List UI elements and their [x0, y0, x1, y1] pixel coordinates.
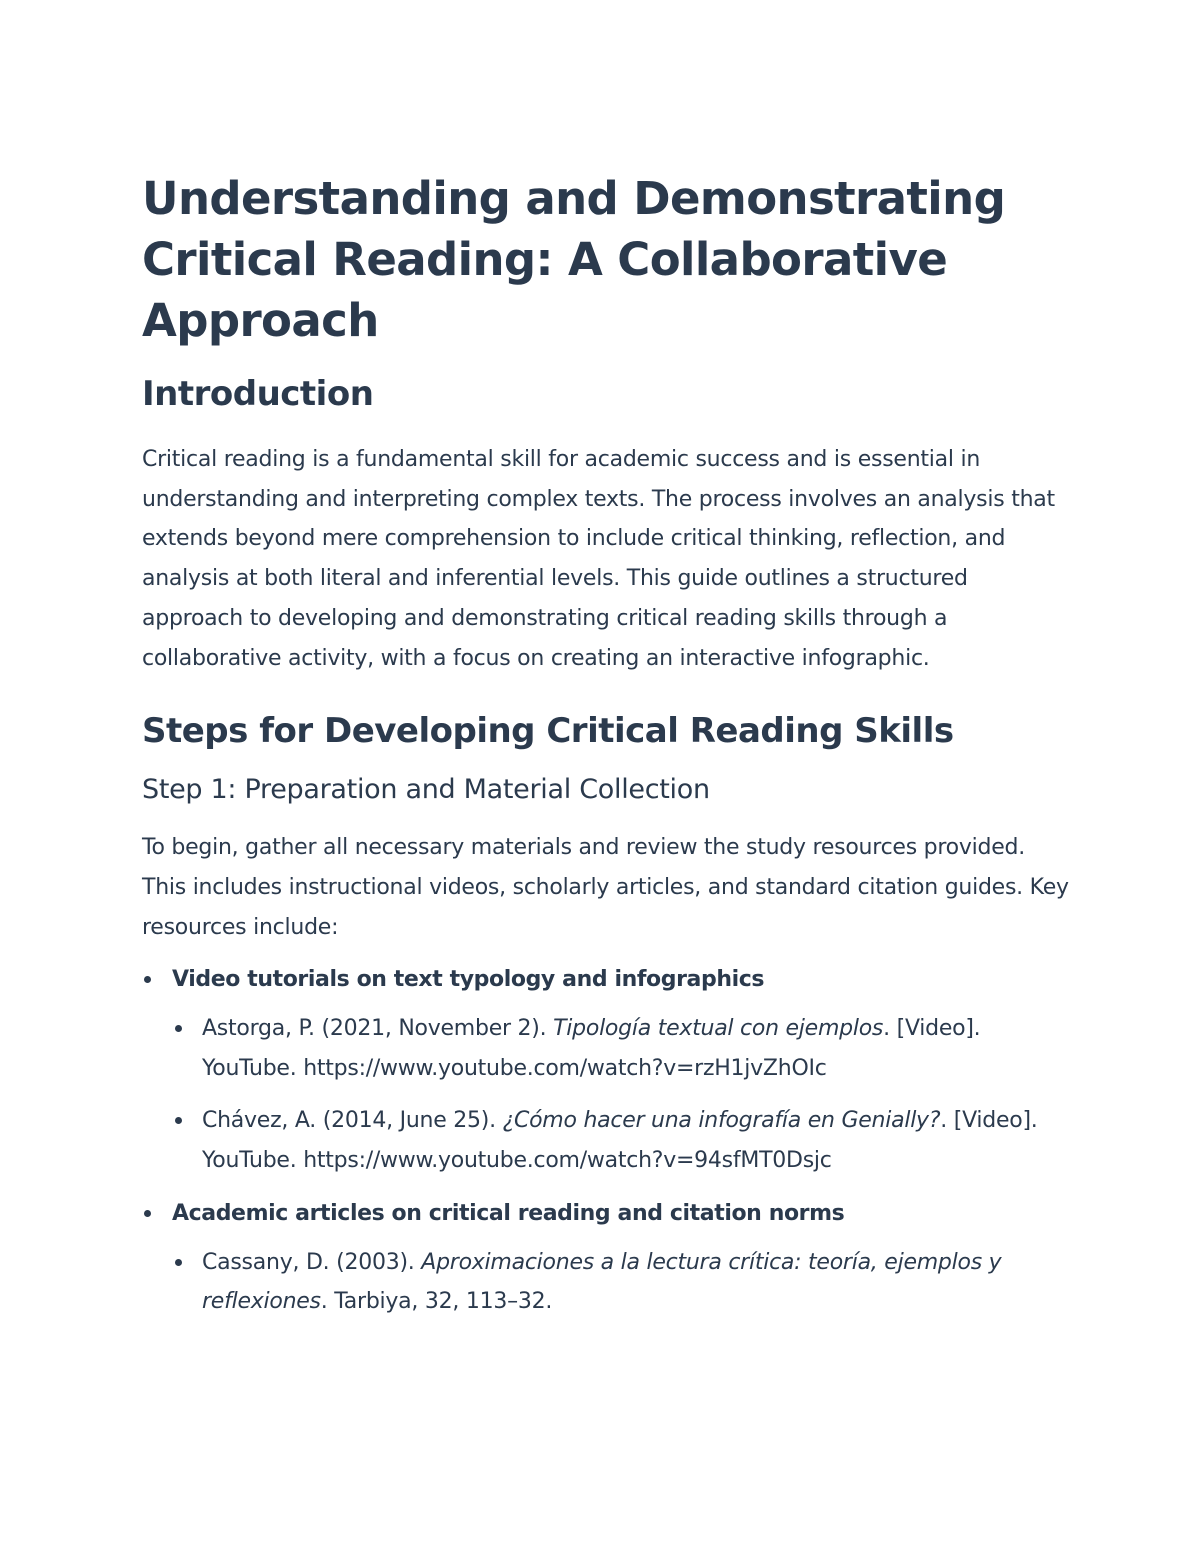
- bullet-icon: [175, 1025, 182, 1032]
- document-page: [142, 168, 1072, 1335]
- reference-author-date: Astorga, P. (2021, November 2).: [202, 1016, 554, 1042]
- reference-title: ¿Cómo hacer una infografía en Genially?: [502, 1108, 941, 1134]
- reference-author-date: Cassany, D. (2003).: [202, 1249, 422, 1275]
- resource-group-articles: [142, 1194, 1072, 1322]
- introduction-heading: Introduction: [142, 374, 374, 414]
- reference-item: [172, 1243, 1072, 1322]
- reference-item: [172, 1009, 1072, 1088]
- step1-heading: Step 1: Preparation and Material Collection: [142, 774, 710, 806]
- reference-author-date: Chávez, A. (2014, June 25).: [202, 1108, 503, 1134]
- steps-heading: Steps for Developing Critical Reading Skills: [142, 711, 954, 752]
- resource-sublist: [172, 1243, 1072, 1322]
- resource-sublist: [172, 1009, 1072, 1181]
- bullet-icon: [144, 1210, 151, 1217]
- resource-group-label: Academic articles on critical reading and citation norms: [172, 1200, 845, 1226]
- page-title: Understanding and Demonstrating Critical Reading: A Collaborative Approach: [142, 172, 1006, 347]
- step1-paragraph: To begin, gather all necessary materials and review the study resources provided. This includes instructional videos, scholarly articles, and standard citation guides. Key resources include:: [142, 835, 1069, 940]
- reference-source: . Tarbiya, 32, 113–32.: [320, 1289, 553, 1315]
- bullet-icon: [175, 1259, 182, 1266]
- introduction-paragraph: Critical reading is a fundamental skill for academic success and is essential in understanding and interpreting complex texts. The process involves an analysis that extends beyond mere comprehension to include critical thinking, reflection, and analysis at both literal and inferential levels. This guide outlines a structured approach to developing and demonstrating critical reading skills through a collaborative activity, with a focus on creating an interactive infographic.: [142, 447, 1055, 671]
- bullet-icon: [175, 1117, 182, 1124]
- reference-item: [172, 1101, 1072, 1180]
- bullet-icon: [144, 976, 151, 983]
- resource-list: [142, 960, 1072, 1322]
- reference-source: . [Video]. YouTube. https://www.youtube.com/watch?v=94sfMT0Dsjc: [202, 1108, 1038, 1174]
- resource-group-videos: [142, 960, 1072, 1181]
- reference-source: . [Video]. YouTube. https://www.youtube.com/watch?v=rzH1jvZhOIc: [202, 1016, 981, 1081]
- reference-title: Aproximaciones a la lectura crítica: teoría, ejemplos y reflexiones: [202, 1249, 1002, 1315]
- reference-title: Tipología textual con ejemplos: [553, 1016, 884, 1042]
- resource-group-label: Video tutorials on text typology and infographics: [172, 967, 765, 993]
